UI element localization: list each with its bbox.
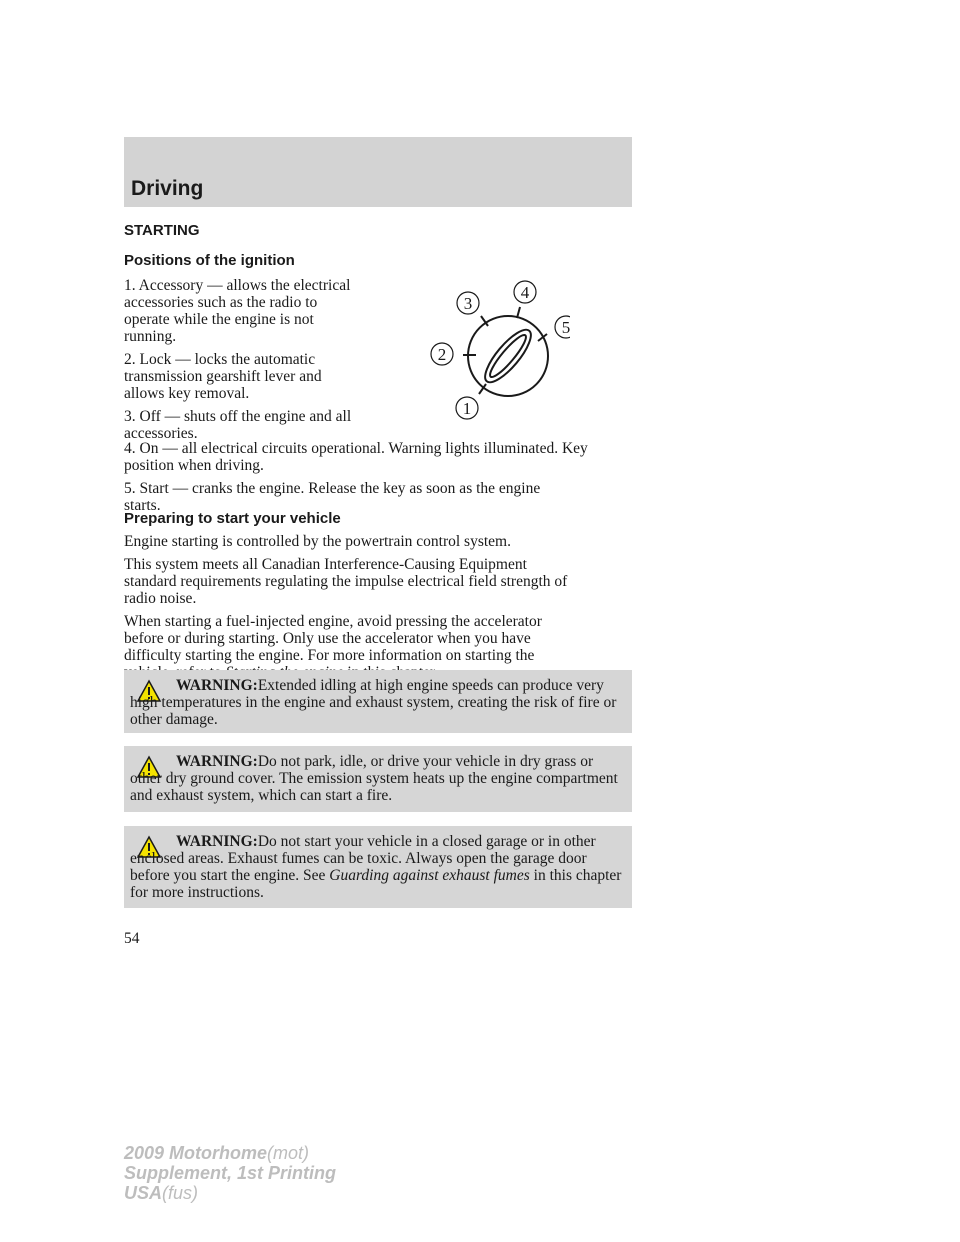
position-label-3: 3 [463, 294, 473, 313]
position-1-line: operate while the engine is not [124, 311, 314, 328]
footer-code: (mot) [267, 1143, 310, 1163]
subsection-title-positions: Positions of the ignition [124, 252, 295, 269]
prep-line: radio noise. [124, 590, 197, 607]
positions-list-wide [124, 440, 639, 514]
position-2-line: allows key removal. [124, 385, 250, 402]
cross-reference: Guarding against exhaust fumes [329, 867, 530, 884]
prep-line: before or during starting. Only use the accelerator when you have [124, 630, 531, 647]
position-4-line: 4. On — all electrical circuits operational. Warning lights illuminated. Key [124, 440, 588, 457]
position-label-2: 2 [437, 345, 447, 364]
subsection-title-preparing: Preparing to start your vehicle [124, 510, 341, 527]
prep-line: difficulty starting the engine. For more information on starting the [124, 647, 535, 664]
footer-line [124, 1143, 336, 1163]
position-5-line: starts. [124, 497, 161, 514]
position-3-line: accessories. [124, 425, 198, 442]
preparing-text [124, 533, 639, 681]
footer-text: USA [124, 1183, 163, 1203]
footer-line [124, 1183, 336, 1203]
footer-edition [124, 1143, 336, 1203]
warning-box-1 [124, 670, 632, 733]
ignition-diagram [420, 276, 570, 426]
position-2-line: 2. Lock — locks the automatic [124, 351, 316, 368]
warning-body: in this chapter for more instructions. [130, 867, 622, 901]
warning-text [130, 677, 626, 728]
warning-body: Do not park, idle, or drive your vehicle in dry grass or other dry ground cover. The emission system heats up the engine compartment and exhaust system, which can start a fire. [130, 753, 618, 804]
prep-line: This system meets all Canadian Interference-Causing Equipment [124, 556, 527, 573]
warning-label: WARNING: [176, 753, 258, 770]
warning-text [130, 833, 626, 901]
footer-line: Supplement, 1st Printing [124, 1163, 337, 1183]
warning-label: WARNING: [176, 677, 258, 694]
position-label-4: 4 [520, 283, 530, 302]
section-header-bar [124, 137, 632, 207]
tick-4 [517, 307, 520, 318]
header-title: Driving [131, 177, 204, 200]
prep-line: Engine starting is controlled by the powertrain control system. [124, 533, 511, 550]
position-label-1: 1 [462, 399, 472, 418]
position-1-line: accessories such as the radio to [124, 294, 318, 311]
warning-box-3 [124, 826, 632, 908]
position-1-line: running. [124, 328, 177, 345]
warning-body: Do not start your vehicle in a closed garage or in other enclosed areas. Exhaust fumes can be toxic. Always open the garage door before you start the engine. See [130, 833, 596, 884]
position-4-line: position when driving. [124, 457, 264, 474]
footer-text: 2009 Motorhome [124, 1143, 268, 1163]
position-label-5: 5 [561, 318, 570, 337]
position-3-line: 3. Off — shuts off the engine and all [124, 408, 352, 425]
ignition-cylinder [468, 316, 548, 396]
warning-label: WARNING: [176, 833, 258, 850]
positions-list [124, 277, 424, 442]
page-number: 54 [124, 930, 140, 947]
key-slot [478, 324, 537, 389]
warning-text [130, 753, 626, 804]
position-2-line: transmission gearshift lever and [124, 368, 322, 385]
position-5-line: 5. Start — cranks the engine. Release the key as soon as the engine [124, 480, 541, 497]
prep-line: standard requirements regulating the impulse electrical field strength of [124, 573, 568, 590]
footer-code: (fus) [162, 1183, 199, 1203]
section-title: STARTING [124, 222, 200, 239]
position-1-line: 1. Accessory — allows the electrical [124, 277, 351, 294]
prep-line: When starting a fuel-injected engine, avoid pressing the accelerator [124, 613, 542, 630]
warning-box-2 [124, 746, 632, 812]
warning-body: Extended idling at high engine speeds can produce very high temperatures in the engine and exhaust system, creating the risk of fire or other damage. [130, 677, 617, 728]
